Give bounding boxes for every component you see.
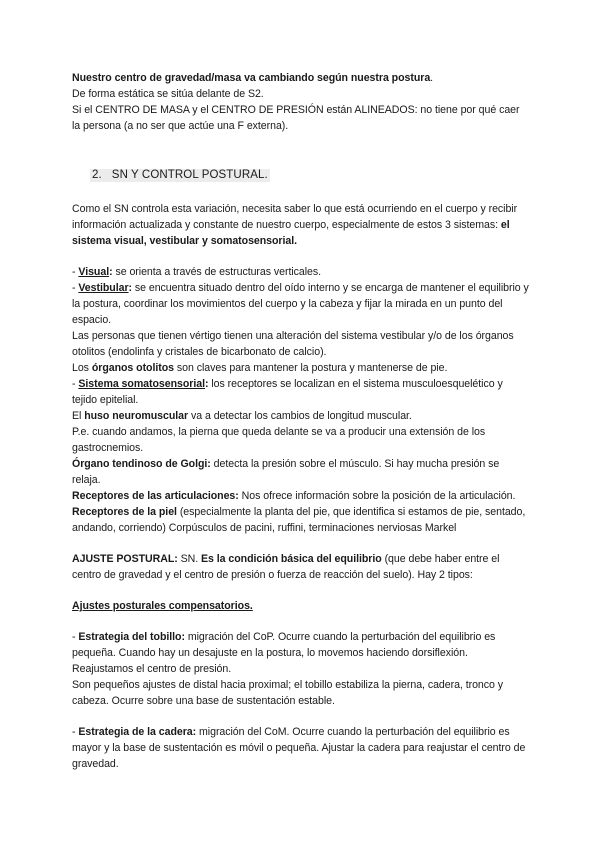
dash: - — [72, 726, 79, 738]
paragraph-ajuste-postural — [72, 551, 530, 583]
bold-text: el sistema visual, vestibular y somatosensorial. — [72, 219, 510, 247]
text: va a detectar los cambios de longitud muscular. — [188, 410, 412, 422]
dash: - — [72, 266, 79, 278]
bold-text: Nuestro centro de gravedad/masa va cambiando según nuestra postura — [72, 72, 431, 84]
text: los receptores se localizan en el sistema musculoesquelético y tejido epitelial. — [72, 378, 503, 406]
bold-text: Es la condición básica del equilibrio — [201, 553, 382, 565]
paragraph-pequenos-ajustes: Son pequeños ajustes de distal hacia proximal; el tobillo estabiliza la pierna, cadera, tronco y cabeza. Ocurre sobre una base de sustentación estable. — [72, 679, 503, 707]
text: (que debe haber entre el centro de gravedad y el centro de presión o fuerza de reacción del suelo). Hay 2 tipos: — [72, 553, 500, 581]
text: se orienta a través de estructuras verticales. — [112, 266, 322, 278]
list-item-vestibular — [72, 280, 530, 328]
text: Como el SN controla esta variación, necesita saber lo que está ocurriendo en el cuerpo y recibir información actualizada y constante de nuestro cuerpo, especialmente de estos 3 sistemas: — [72, 203, 518, 231]
paragraph-vertigo: Las personas que tienen vértigo tienen una alteración del sistema vestibular y/o de los órganos otolitos (endolinfa y cristales de bicarbonato de calcio). — [72, 330, 514, 358]
dash: - — [72, 378, 79, 390]
bold-text: AJUSTE POSTURAL: — [72, 553, 178, 565]
paragraph-alignment: Si el CENTRO DE MASA y el CENTRO DE PRESIÓN están ALINEADOS: no tiene por qué caer la persona (a no ser que actúe una F externa). — [72, 104, 520, 132]
paragraph-sn-control — [72, 201, 530, 249]
bold-text: Estrategia de la cadera: — [78, 726, 197, 738]
text: Los — [72, 362, 92, 374]
colon: : — [109, 266, 113, 278]
term-somatosensorial: Sistema somatosensorial — [78, 378, 205, 390]
paragraph-reajustamos: Reajustamos el centro de presión. — [72, 663, 232, 675]
paragraph-golgi — [72, 456, 530, 488]
text: migración del CoM. Ocurre cuando la perturbación del equilibrio es mayor y la base de sustentación es móvil o pequeña. Ajustar la cadera para reajustar el centro de gravedad. — [72, 726, 526, 770]
list-item-cadera — [72, 724, 530, 772]
paragraph-piel — [72, 504, 530, 536]
text: El — [72, 410, 85, 422]
paragraph-huso — [72, 408, 530, 424]
text: SN. — [177, 553, 202, 565]
bold-text: órganos otolitos — [91, 362, 175, 374]
dash: - — [72, 282, 79, 294]
bold-text: Estrategia del tobillo: — [78, 631, 185, 643]
bold-text: Receptores de la piel — [72, 506, 177, 518]
paragraph-otolitos — [72, 360, 530, 376]
text: migración del CoP. Ocurre cuando la perturbación del equilibrio es pequeña. Cuando hay un desajuste en la postura, lo movemos haciendo dorsiflexión. — [72, 631, 496, 659]
bold-text: Órgano tendinoso de Golgi: — [72, 458, 211, 470]
text: (especialmente la planta del pie, que identifica si estamos de pie, sentado, andando, corriendo) Corpúsculos de pacini, ruffini, terminaciones nerviosas Markel — [72, 506, 526, 534]
list-item-tobillo — [72, 629, 530, 661]
text: se encuentra situado dentro del oído interno y se encarga de mantener el equilibrio y la postura, coordinar los movimientos del cuerpo y la cabeza y fijar la mirada en un punto del espacio. — [72, 282, 529, 326]
list-item-visual — [72, 264, 530, 280]
heading-highlight — [90, 169, 270, 182]
subheading-compensatorios: Ajustes posturales compensatorios. — [72, 600, 253, 612]
heading-title: SN Y CONTROL POSTURAL. — [111, 169, 268, 181]
dash: - — [72, 631, 79, 643]
paragraph-center-gravity — [72, 70, 530, 86]
text: Nos ofrece información sobre la posición de la articulación. — [238, 490, 516, 502]
heading-number: 2. — [92, 169, 102, 181]
term-visual: Visual — [78, 266, 110, 278]
list-item-somatosensorial — [72, 376, 530, 408]
section-heading — [90, 167, 530, 183]
text: detecta la presión sobre el músculo. Si hay mucha presión se relaja. — [72, 458, 500, 486]
bold-text: Receptores de las articulaciones: — [72, 490, 239, 502]
colon: : — [128, 282, 132, 294]
paragraph-example: P.e. cuando andamos, la pierna que queda delante se va a producir una extensión de los gastrocnemios. — [72, 426, 486, 454]
document-body — [72, 70, 530, 772]
text: son claves para mantener la postura y mantenerse de pie. — [174, 362, 448, 374]
text: . — [430, 72, 434, 84]
paragraph-s2: De forma estática se sitúa delante de S2. — [72, 88, 264, 100]
colon: : — [205, 378, 209, 390]
term-vestibular: Vestibular — [78, 282, 129, 294]
paragraph-articulaciones — [72, 488, 530, 504]
bold-text: huso neuromuscular — [84, 410, 189, 422]
